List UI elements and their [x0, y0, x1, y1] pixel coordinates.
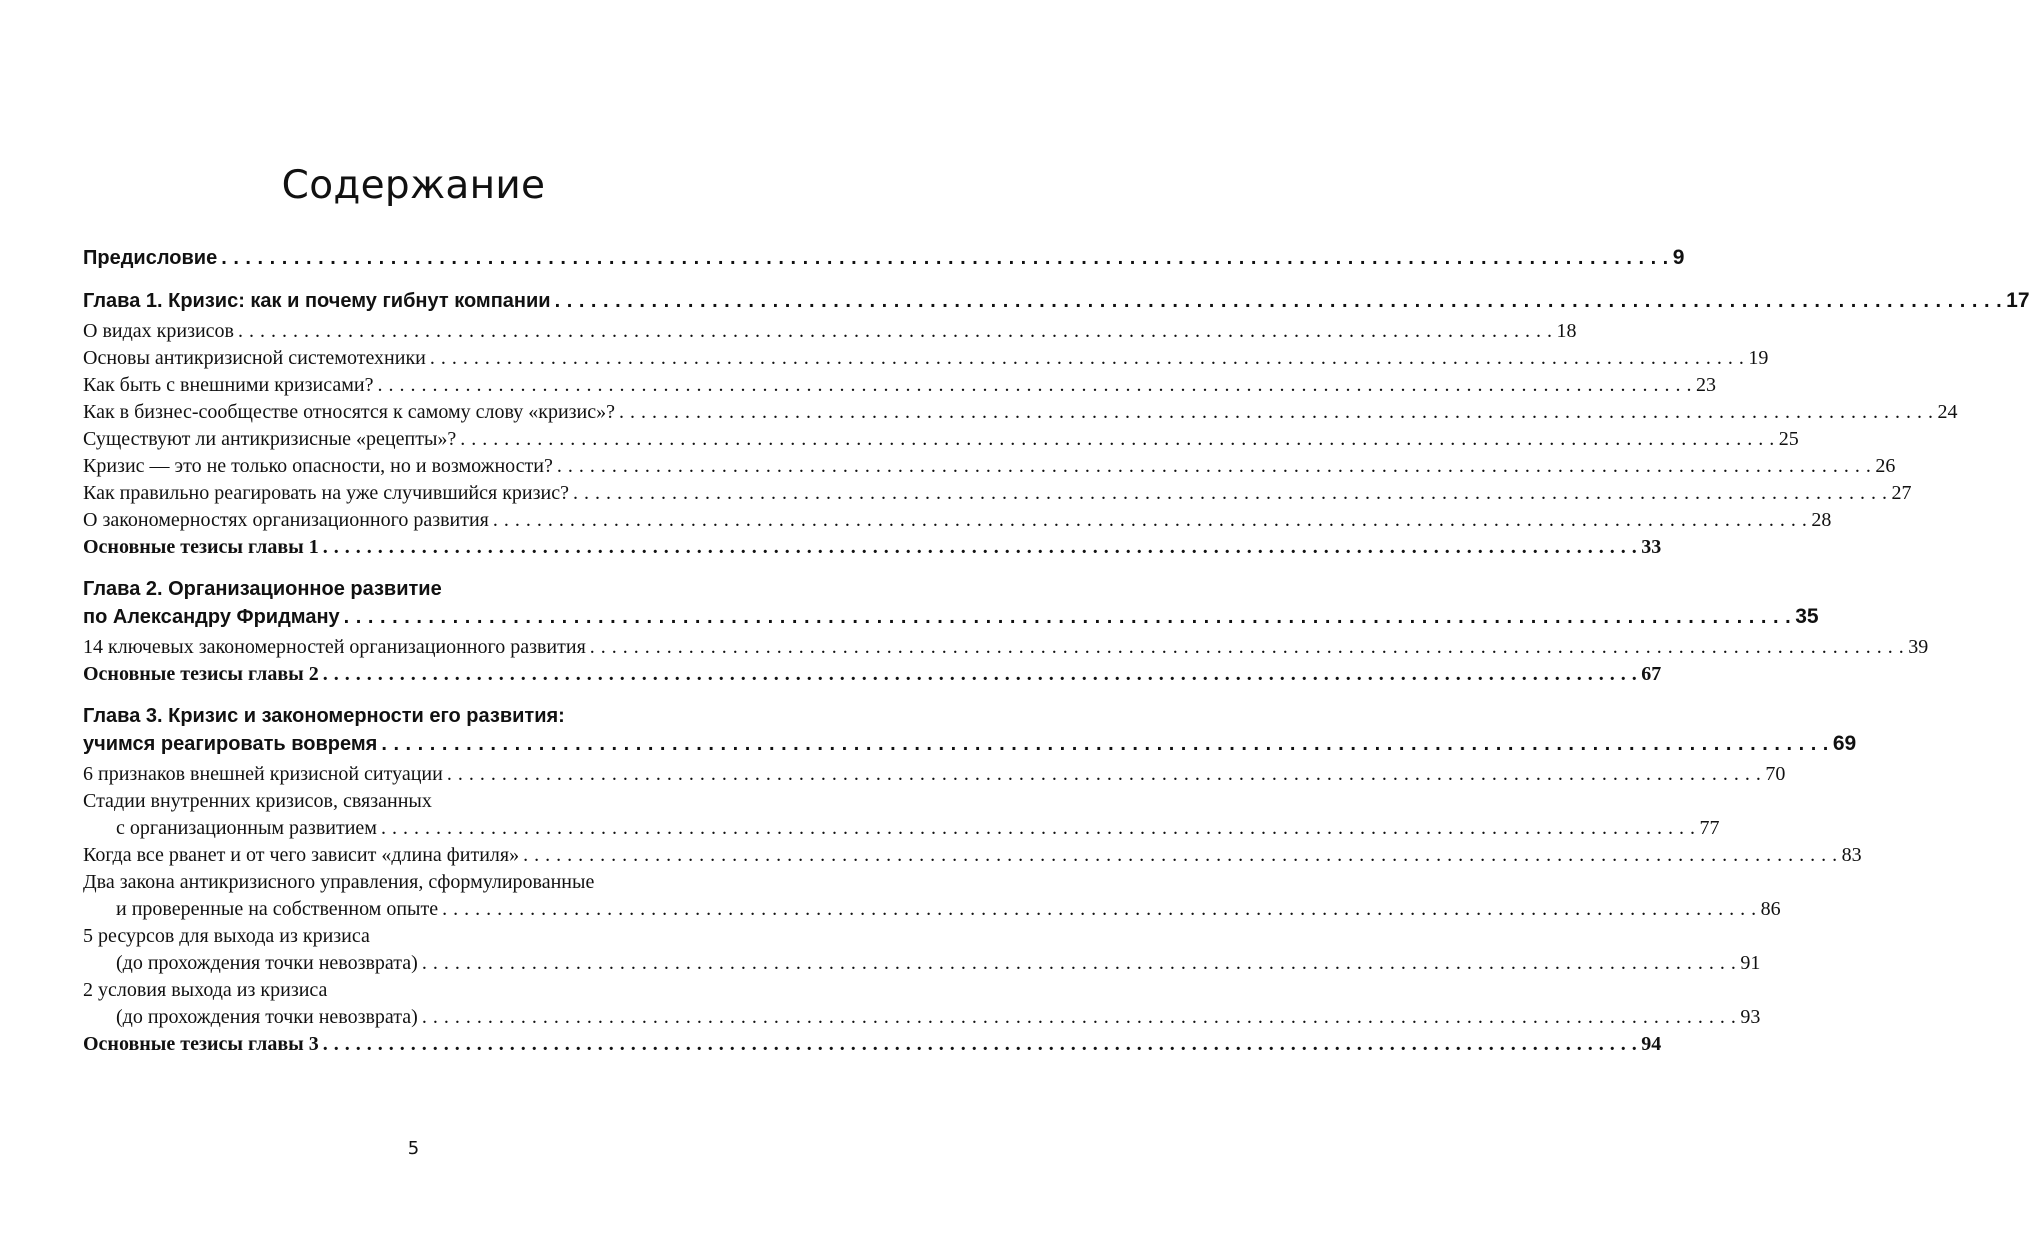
- dot-leader: . . . . . . . . . . . . . . . . . . . . . . . . . . . . . . . . . . . . . . . . . . . . . . . . . . . . . . . . . . . . . . . . . . . . . . . . . . . . . . . . . . . . . . . . . . . . . . . . . . . . . . . . . . . . . . . . . . . . . . . .: [460, 428, 1775, 450]
- toc-section[interactable]: [83, 761, 1786, 788]
- toc-section[interactable]: [83, 507, 1832, 534]
- toc-summary-chapter-3[interactable]: [83, 1031, 1662, 1058]
- section-title: О видах кризисов: [83, 320, 234, 342]
- toc-page-number: 94: [1641, 1033, 1662, 1055]
- dot-leader: . . . . . . . . . . . . . . . . . . . . . . . . . . . . . . . . . . . . . . . . . . . . . . . . . . . . . . . . . . . . . . . . . . . . . . . . . . . . . . . . . . . . . . . . . . . . . . . . . . . . . . . . . . . . . . . . . . . . . . . .: [619, 401, 1934, 423]
- toc-page-number: 77: [1699, 817, 1720, 839]
- toc-section[interactable]: [83, 399, 1958, 426]
- toc-section[interactable]: [83, 869, 1781, 923]
- dot-leader: . . . . . . . . . . . . . . . . . . . . . . . . . . . . . . . . . . . . . . . . . . . . . . . . . . . . . . . . . . . . . . . . . . . . . . . . . . . . . . . . . . . . . . . . . . . . . . . . . . . . . . . . . . . . . . . . . . . . . . . .: [381, 733, 1829, 755]
- chapter-title: Глава 1. Кризис: как и почему гибнут компании: [83, 290, 551, 312]
- summary-title: Основные тезисы главы 3: [83, 1033, 319, 1055]
- toc-summary-chapter-1[interactable]: [83, 534, 1662, 561]
- toc-section[interactable]: [83, 634, 1929, 661]
- section-title: Существуют ли антикризисные «рецепты»?: [83, 428, 457, 450]
- section-title-line-1: Два закона антикризисного управления, сформулированные: [83, 871, 595, 893]
- section-title: О закономерностях организационного развития: [83, 509, 489, 531]
- section-title: 6 признаков внешней кризисной ситуации: [83, 763, 443, 785]
- toc-page-number: 83: [1841, 844, 1862, 866]
- toc-section[interactable]: [83, 345, 1769, 372]
- toc-section[interactable]: [83, 842, 1862, 869]
- toc-page-number: 69: [1832, 732, 1857, 755]
- dot-leader: . . . . . . . . . . . . . . . . . . . . . . . . . . . . . . . . . . . . . . . . . . . . . . . . . . . . . . . . . . . . . . . . . . . . . . . . . . . . . . . . . . . . . . . . . . . . . . . . . . . . . . . . . . . . . . . . . . . . . . . .: [589, 636, 1905, 658]
- dot-leader: . . . . . . . . . . . . . . . . . . . . . . . . . . . . . . . . . . . . . . . . . . . . . . . . . . . . . . . . . . . . . . . . . . . . . . . . . . . . . . . . . . . . . . . . . . . . . . . . . . . . . . . . . . . . . . . . . . . . . . . .: [343, 606, 1792, 628]
- dot-leader: . . . . . . . . . . . . . . . . . . . . . . . . . . . . . . . . . . . . . . . . . . . . . . . . . . . . . . . . . . . . . . . . . . . . . . . . . . . . . . . . . . . . . . . . . . . . . . . . . . . . . . . . . . . . . . . . . . . . . . . .: [380, 817, 1696, 839]
- toc-entry-foreword[interactable]: [83, 244, 1685, 272]
- dot-leader: . . . . . . . . . . . . . . . . . . . . . . . . . . . . . . . . . . . . . . . . . . . . . . . . . . . . . . . . . . . . . . . . . . . . . . . . . . . . . . . . . . . . . . . . . . . . . . . . . . . . . . . . . . . . . . . . . . . . . . . .: [523, 844, 1838, 866]
- section-title: Как быть с внешними кризисами?: [83, 374, 374, 396]
- toc-page-number: 9: [1672, 246, 1685, 269]
- section-title-line-1: 2 условия выхода из кризиса: [83, 979, 328, 1001]
- summary-title: Основные тезисы главы 1: [83, 536, 319, 558]
- section-title-line-2: (до прохождения точки невозврата): [116, 1006, 418, 1028]
- chapter-title-line-2: по Александру Фридману: [83, 606, 340, 628]
- chapter-title-line-2: учимся реагировать вовремя: [83, 733, 378, 755]
- toc-page-number: 26: [1875, 455, 1896, 477]
- table-of-contents: [83, 244, 2030, 1058]
- section-title-line-1: Стадии внутренних кризисов, связанных: [83, 790, 432, 812]
- dot-leader: . . . . . . . . . . . . . . . . . . . . . . . . . . . . . . . . . . . . . . . . . . . . . . . . . . . . . . . . . . . . . . . . . . . . . . . . . . . . . . . . . . . . . . . . . . . . . . . . . . . . . . . . . . . . . . . . . . . . . . . .: [221, 247, 1669, 269]
- dot-leader: . . . . . . . . . . . . . . . . . . . . . . . . . . . . . . . . . . . . . . . . . . . . . . . . . . . . . . . . . . . . . . . . . . . . . . . . . . . . . . . . . . . . . . . . . . . . . . . . . . . . . . . . . . . . . . . . . . . . . . . .: [322, 663, 1638, 685]
- toc-page-number: 19: [1748, 347, 1769, 369]
- dot-leader: . . . . . . . . . . . . . . . . . . . . . . . . . . . . . . . . . . . . . . . . . . . . . . . . . . . . . . . . . . . . . . . . . . . . . . . . . . . . . . . . . . . . . . . . . . . . . . . . . . . . . . . . . . . . . . . . . . . . . . . .: [377, 374, 1692, 396]
- dot-leader: . . . . . . . . . . . . . . . . . . . . . . . . . . . . . . . . . . . . . . . . . . . . . . . . . . . . . . . . . . . . . . . . . . . . . . . . . . . . . . . . . . . . . . . . . . . . . . . . . . . . . . . . . . . . . . . . . . . . . . . .: [421, 952, 1737, 974]
- page-number: 5: [407, 1138, 420, 1159]
- toc-page-number: 91: [1740, 952, 1761, 974]
- summary-title: Основные тезисы главы 2: [83, 663, 319, 685]
- toc-page-number: 93: [1740, 1006, 1761, 1028]
- toc-chapter-1[interactable]: [83, 287, 2030, 315]
- section-title: Основы антикризисной системотехники: [83, 347, 426, 369]
- dot-leader: . . . . . . . . . . . . . . . . . . . . . . . . . . . . . . . . . . . . . . . . . . . . . . . . . . . . . . . . . . . . . . . . . . . . . . . . . . . . . . . . . . . . . . . . . . . . . . . . . . . . . . . . . . . . . . . . . . . . . . . .: [421, 1006, 1737, 1028]
- section-title-line-2: и проверенные на собственном опыте: [116, 898, 439, 920]
- toc-chapter-2[interactable]: [83, 576, 1819, 631]
- chapter-title-line-1: Глава 2. Организационное развитие: [83, 578, 442, 600]
- toc-section[interactable]: [83, 426, 1799, 453]
- toc-entry-title: Предисловие: [83, 247, 218, 269]
- toc-page-number: 18: [1556, 320, 1577, 342]
- dot-leader: . . . . . . . . . . . . . . . . . . . . . . . . . . . . . . . . . . . . . . . . . . . . . . . . . . . . . . . . . . . . . . . . . . . . . . . . . . . . . . . . . . . . . . . . . . . . . . . . . . . . . . . . . . . . . . . . . . . . . . . .: [322, 1033, 1638, 1055]
- dot-leader: . . . . . . . . . . . . . . . . . . . . . . . . . . . . . . . . . . . . . . . . . . . . . . . . . . . . . . . . . . . . . . . . . . . . . . . . . . . . . . . . . . . . . . . . . . . . . . . . . . . . . . . . . . . . . . . . . . . . . . . .: [572, 482, 1888, 504]
- section-title: Кризис — это не только опасности, но и возможности?: [83, 455, 553, 477]
- section-title: Когда все рванет и от чего зависит «длина фитиля»: [83, 844, 520, 866]
- toc-page-number: 28: [1811, 509, 1832, 531]
- toc-page-number: 24: [1937, 401, 1958, 423]
- toc-section[interactable]: [83, 453, 1896, 480]
- toc-section[interactable]: [83, 372, 1716, 399]
- page-title: Содержание: [281, 163, 546, 208]
- dot-leader: . . . . . . . . . . . . . . . . . . . . . . . . . . . . . . . . . . . . . . . . . . . . . . . . . . . . . . . . . . . . . . . . . . . . . . . . . . . . . . . . . . . . . . . . . . . . . . . . . . . . . . . . . . . . . . . . . . . . . . . .: [322, 536, 1638, 558]
- section-title: Как правильно реагировать на уже случившийся кризис?: [83, 482, 569, 504]
- toc-page-number: 35: [1795, 605, 1819, 628]
- toc-page-number: 23: [1695, 374, 1716, 396]
- section-title-line-1: 5 ресурсов для выхода из кризиса: [83, 925, 370, 947]
- toc-section[interactable]: [83, 480, 1912, 507]
- toc-section[interactable]: [83, 923, 1761, 977]
- toc-section[interactable]: [83, 318, 1577, 345]
- section-title: 14 ключевых закономерностей организационного развития: [83, 636, 586, 658]
- section-title-line-2: (до прохождения точки невозврата): [116, 952, 418, 974]
- chapter-title-line-1: Глава 3. Кризис и закономерности его развития:: [83, 705, 565, 727]
- toc-page-number: 25: [1778, 428, 1799, 450]
- toc-page-number: 27: [1891, 482, 1912, 504]
- toc-page-number: 86: [1760, 898, 1781, 920]
- dot-leader: . . . . . . . . . . . . . . . . . . . . . . . . . . . . . . . . . . . . . . . . . . . . . . . . . . . . . . . . . . . . . . . . . . . . . . . . . . . . . . . . . . . . . . . . . . . . . . . . . . . . . . . . . . . . . . . . . . . . . . . .: [554, 290, 2003, 312]
- section-title-line-2: с организационным развитием: [116, 817, 377, 839]
- toc-chapter-3[interactable]: [83, 703, 1857, 758]
- toc-page-number: 70: [1765, 763, 1786, 785]
- dot-leader: . . . . . . . . . . . . . . . . . . . . . . . . . . . . . . . . . . . . . . . . . . . . . . . . . . . . . . . . . . . . . . . . . . . . . . . . . . . . . . . . . . . . . . . . . . . . . . . . . . . . . . . . . . . . . . . . . . . . . . . .: [446, 763, 1762, 785]
- toc-page-number: 33: [1641, 536, 1662, 558]
- dot-leader: . . . . . . . . . . . . . . . . . . . . . . . . . . . . . . . . . . . . . . . . . . . . . . . . . . . . . . . . . . . . . . . . . . . . . . . . . . . . . . . . . . . . . . . . . . . . . . . . . . . . . . . . . . . . . . . . . . . . . . . .: [492, 509, 1808, 531]
- dot-leader: . . . . . . . . . . . . . . . . . . . . . . . . . . . . . . . . . . . . . . . . . . . . . . . . . . . . . . . . . . . . . . . . . . . . . . . . . . . . . . . . . . . . . . . . . . . . . . . . . . . . . . . . . . . . . . . . . . . . . . . .: [442, 898, 1757, 920]
- dot-leader: . . . . . . . . . . . . . . . . . . . . . . . . . . . . . . . . . . . . . . . . . . . . . . . . . . . . . . . . . . . . . . . . . . . . . . . . . . . . . . . . . . . . . . . . . . . . . . . . . . . . . . . . . . . . . . . . . . . . . . . .: [238, 320, 1553, 342]
- toc-page-number: 39: [1908, 636, 1929, 658]
- dot-leader: . . . . . . . . . . . . . . . . . . . . . . . . . . . . . . . . . . . . . . . . . . . . . . . . . . . . . . . . . . . . . . . . . . . . . . . . . . . . . . . . . . . . . . . . . . . . . . . . . . . . . . . . . . . . . . . . . . . . . . . .: [429, 347, 1745, 369]
- dot-leader: . . . . . . . . . . . . . . . . . . . . . . . . . . . . . . . . . . . . . . . . . . . . . . . . . . . . . . . . . . . . . . . . . . . . . . . . . . . . . . . . . . . . . . . . . . . . . . . . . . . . . . . . . . . . . . . . . . . . . . . .: [556, 455, 1872, 477]
- toc-summary-chapter-2[interactable]: [83, 661, 1662, 688]
- toc-section[interactable]: [83, 977, 1761, 1031]
- toc-page-number: 67: [1641, 663, 1662, 685]
- toc-page-number: 17: [2006, 289, 2030, 312]
- section-title: Как в бизнес-сообществе относятся к самому слову «кризис»?: [83, 401, 616, 423]
- toc-section[interactable]: [83, 788, 1720, 842]
